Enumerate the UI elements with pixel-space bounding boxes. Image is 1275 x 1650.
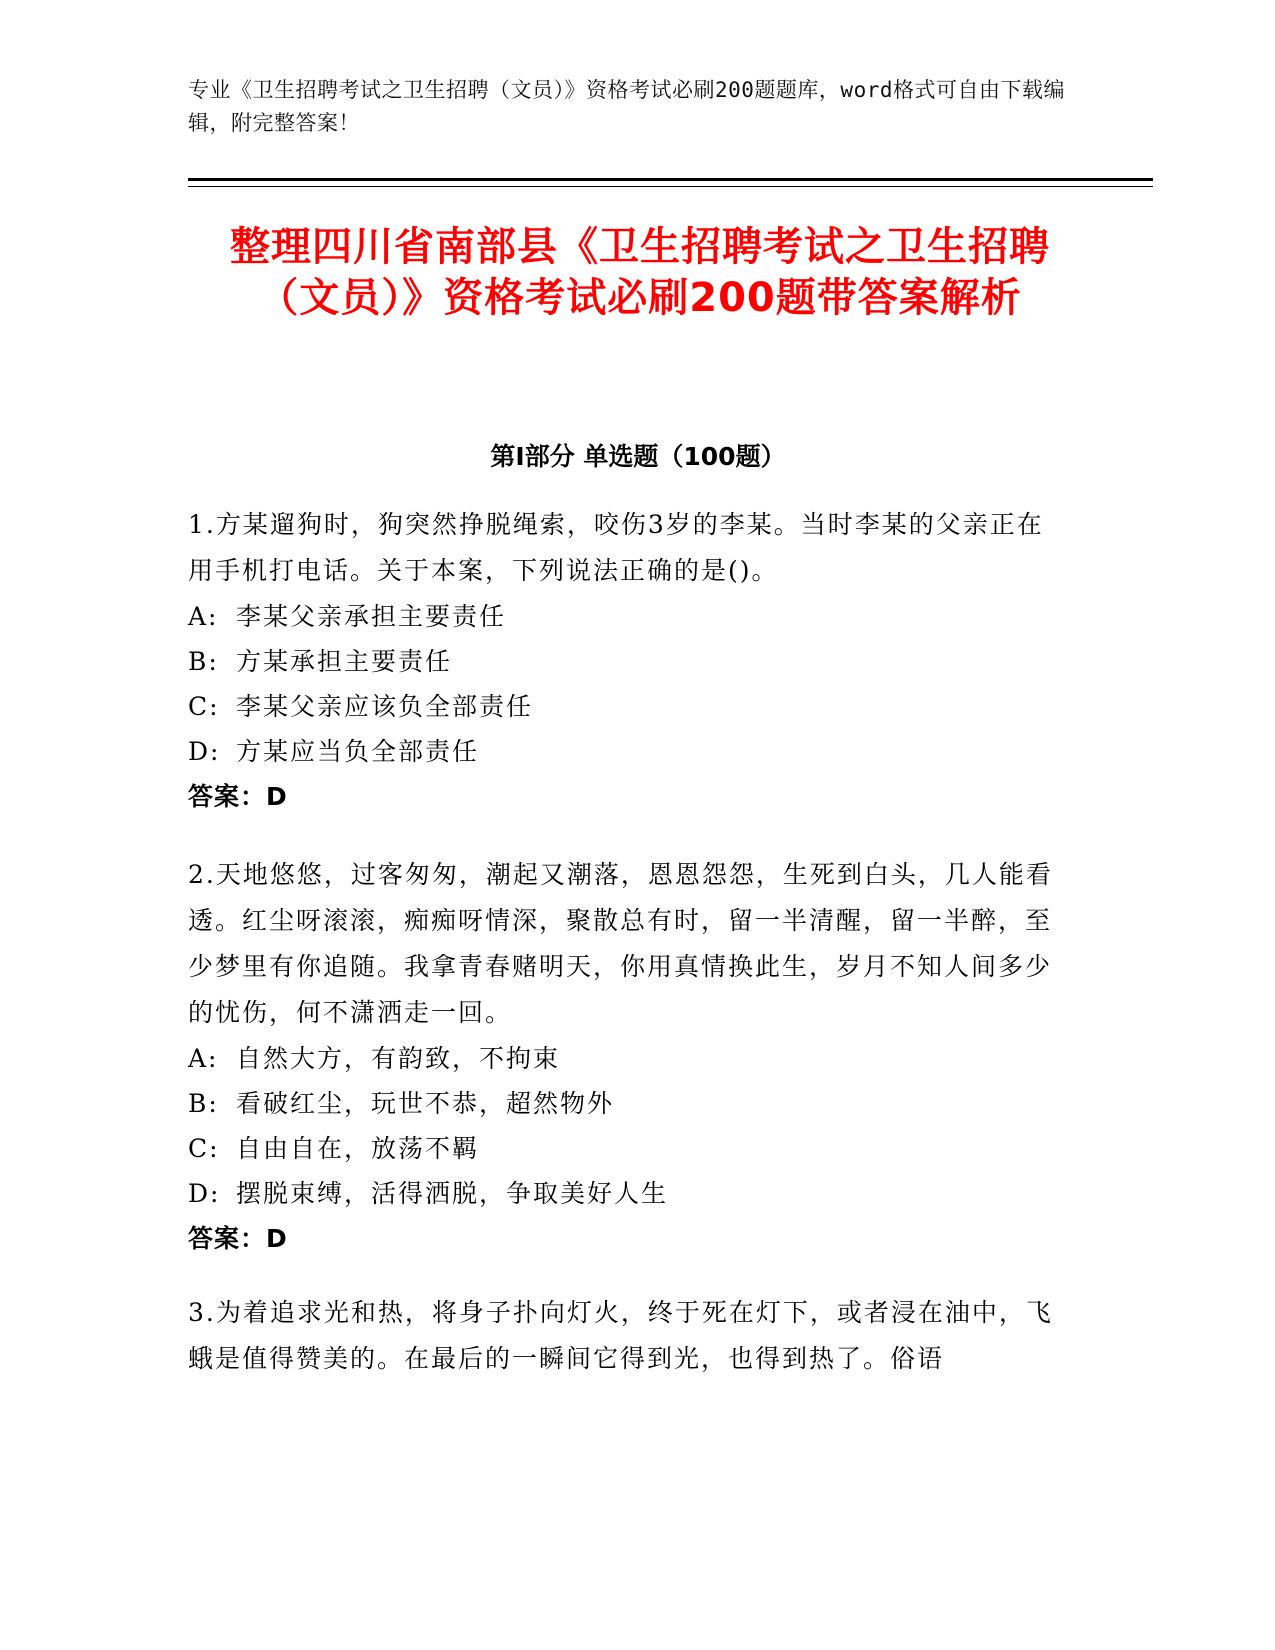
option-c <box>188 1126 1068 1171</box>
option-letter: C: <box>188 692 220 721</box>
option-letter: A: <box>188 602 219 631</box>
header-note: 专业《卫生招聘考试之卫生招聘（文员）》资格考试必刷200题题库，word格式可自由下载编辑，附完整答案！ <box>188 78 1065 135</box>
option-a <box>188 594 1068 639</box>
document-title: 整理四川省南部县《卫生招聘考试之卫生招聘（文员）》资格考试必刷200题带答案解析 <box>230 224 1050 321</box>
option-letter: A: <box>188 1044 219 1073</box>
option-b <box>188 639 1068 684</box>
option-text: 看破红尘，玩世不恭，超然物外 <box>236 1089 615 1118</box>
answer: 答案：D <box>188 1224 288 1253</box>
option-d <box>188 729 1068 774</box>
option-b <box>188 1081 1068 1126</box>
option-text: 自由自在，放荡不羁 <box>236 1134 480 1163</box>
option-text: 自然大方，有韵致，不拘束 <box>236 1044 561 1073</box>
question-1 <box>188 502 1068 819</box>
option-text: 李某父亲应该负全部责任 <box>236 692 534 721</box>
header-divider-thin <box>188 186 1153 187</box>
option-letter: D: <box>188 737 221 766</box>
question-stem: 3.为着追求光和热，将身子扑向灯火，终于死在灯下，或者浸在油中，飞蛾是值得赞美的。在最后的一瞬间它得到光，也得到热了。俗语 <box>188 1298 1053 1373</box>
question-3 <box>188 1290 1068 1382</box>
question-stem: 2.天地悠悠，过客匆匆，潮起又潮落，恩恩怨怨，生死到白头，几人能看透。红尘呀滚滚，痴痴呀情深，聚散总有时，留一半清醒，留一半醉，至少梦里有你追随。我拿青春赌明天，你用真情换此生，岁月不知人间多少的忧伤，何不潇洒走一回。 <box>188 860 1053 1027</box>
question-2 <box>188 852 1068 1261</box>
option-text: 李某父亲承担主要责任 <box>236 602 507 631</box>
option-letter: B: <box>188 647 219 676</box>
option-letter: D: <box>188 1179 221 1208</box>
option-text: 方某应当负全部责任 <box>236 737 480 766</box>
answer: 答案：D <box>188 782 288 811</box>
option-letter: B: <box>188 1089 219 1118</box>
section-heading: 第Ⅰ部分 单选题（100题） <box>490 442 786 471</box>
question-stem: 1.方某遛狗时，狗突然挣脱绳索，咬伤3岁的李某。当时李某的父亲正在用手机打电话。关于本案，下列说法正确的是()。 <box>188 510 1044 585</box>
option-d <box>188 1171 1068 1216</box>
header-divider-thick <box>188 178 1153 181</box>
option-c <box>188 684 1068 729</box>
option-text: 方某承担主要责任 <box>236 647 453 676</box>
option-a <box>188 1036 1068 1081</box>
option-letter: C: <box>188 1134 220 1163</box>
option-text: 摆脱束缚，活得洒脱，争取美好人生 <box>236 1179 669 1208</box>
